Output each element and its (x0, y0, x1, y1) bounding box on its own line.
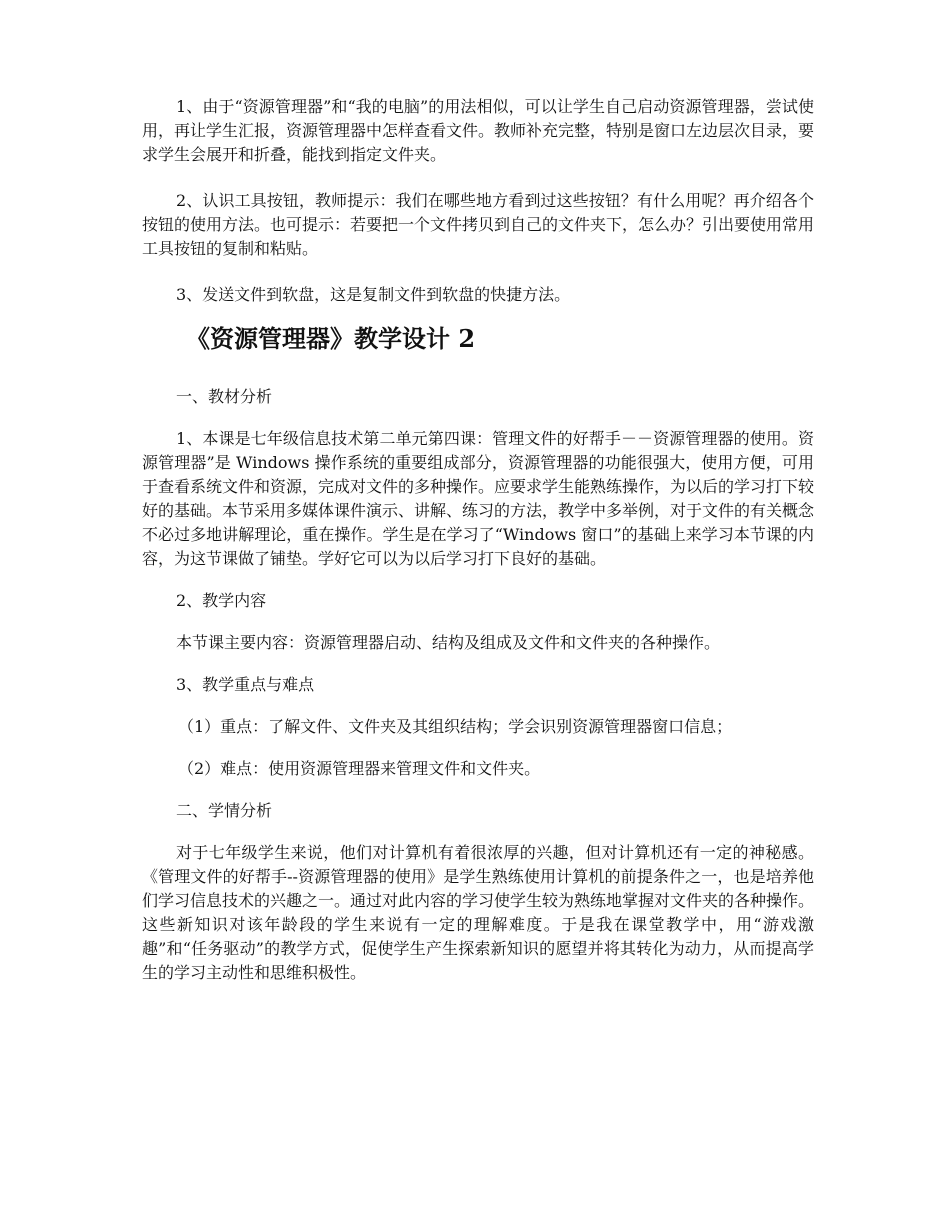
paragraph-step-3: 3、发送文件到软盘，这是复制文件到软盘的快捷方法。 (176, 285, 571, 304)
paragraph-difficult-point: （2）难点：使用资源管理器来管理文件和文件夹。 (178, 759, 541, 778)
paragraph-step-1: 1、由于“资源管理器”和“我的电脑”的用法相似，可以让学生自己启动资源管理器，尝试使用，再让学生汇报，资源管理器中怎样查看文件。教师补充完整，特别是窗口左边层次目录，要求学生会展开和折叠，能找到指定文件夹。 (142, 97, 815, 164)
paragraph-teaching-content: 本节课主要内容：资源管理器启动、结构及组成及文件和文件夹的各种操作。 (176, 633, 721, 652)
subheading-teaching-content: 2、教学内容 (176, 591, 267, 610)
subheading-key-points: 3、教学重点与难点 (176, 675, 315, 694)
section-heading-student-analysis: 二、学情分析 (176, 801, 273, 820)
paragraph-student-analysis: 对于七年级学生来说，他们对计算机有着很浓厚的兴趣，但对计算机还有一定的神秘感。《管理文件的好帮手--资源管理器的使用》是学生熟练使用计算机的前提条件之一，也是培养他们学习信息技术的兴趣之一。通过对此内容的学习使学生较为熟练地掌握对文件夹的各种操作。这些新知识对该年龄段的学生来说有一定的理解难度。于是我在课堂教学中，用“游戏激趣”和“任务驱动”的教学方式，促使学生产生探索新知识的愿望并将其转化为动力，从而提高学生的学习主动性和思维积极性。 (142, 843, 815, 982)
paragraph-step-2: 2、认识工具按钮，教师提示：我们在哪些地方看到过这些按钮？有什么用呢？再介绍各个按钮的使用方法。也可提示：若要把一个文件拷贝到自己的文件夹下，怎么办？引出要使用常用工具按钮的复制和粘贴。 (142, 191, 815, 258)
document-title: 《资源管理器》教学设计 2 (186, 324, 476, 353)
document-page (142, 95, 814, 985)
paragraph-key-point: （1）重点：了解文件、文件夹及其组织结构；学会识别资源管理器窗口信息； (178, 717, 733, 736)
section-heading-textbook-analysis: 一、教材分析 (176, 387, 273, 406)
paragraph-lesson-overview: 1、本课是七年级信息技术第二单元第四课：管理文件的好帮手－－资源管理器的使用。资源管理器”是 Windows 操作系统的重要组成部分，资源管理器的功能很强大，使用方便，可用于查看系统文件和资源，完成对文件的多种操作。应要求学生能熟练操作，为以后的学习打下较好的基础。本节采用多媒体课件演示、讲解、练习的方法，教学中多举例，对于文件的有关概念不必过多地讲解理论，重在操作。学生是在学习了“Windows 窗口”的基础上来学习本节课的内容，为这节课做了铺垫。学好它可以为以后学习打下良好的基础。 (142, 429, 815, 568)
